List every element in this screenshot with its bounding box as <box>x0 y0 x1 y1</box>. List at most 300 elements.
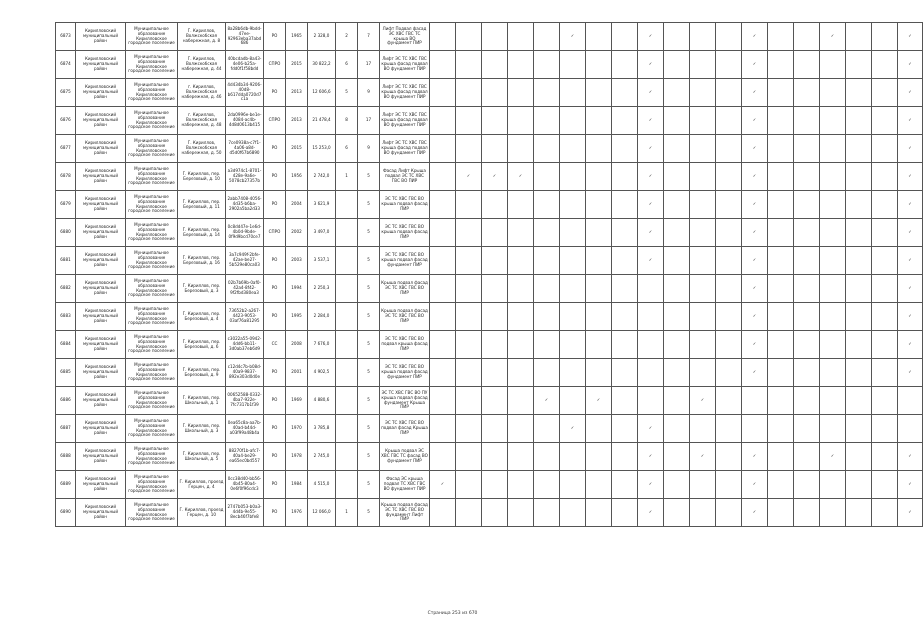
work-mark-cell <box>846 359 872 387</box>
municipality-cell: Муниципальное образование Кирилловское городское поселение <box>126 359 178 387</box>
work-mark-cell <box>430 163 456 191</box>
lifts-cell <box>336 275 358 303</box>
fias-code-cell: 7ce0938a-c7f1-4a06-a8d-d5d0f67b6890 <box>226 135 264 163</box>
area-cell: 2 328,0 <box>308 23 336 51</box>
fund-form-cell: РО <box>264 303 286 331</box>
floors-cell: 5 <box>358 275 380 303</box>
year-cell: 2008 <box>286 331 308 359</box>
work-mark-cell <box>482 471 508 499</box>
work-mark-cell <box>846 51 872 79</box>
municipality-cell: Муниципальное образование Кирилловское городское поселение <box>126 415 178 443</box>
address-cell: Г. Кириллов, пер. Березовый, д. 6 <box>178 331 226 359</box>
fias-code-cell: 3a7c949f-2bfe-42ae-be27-5b529e80ca03 <box>226 247 264 275</box>
table-row <box>56 415 923 443</box>
area-cell: 15 253,0 <box>308 135 336 163</box>
work-mark-cell <box>794 443 820 471</box>
work-mark-cell <box>716 443 742 471</box>
work-mark-cell <box>430 51 456 79</box>
address-cell: Г. Кириллов, Волжскобская набережная, д. 50 <box>178 135 226 163</box>
works-list-cell: Лифт ЭС ТС ХВС ГВС крыша фасад подвал ВО фундамент ПИР <box>380 51 430 79</box>
year-cell: 2015 <box>286 135 308 163</box>
row-number: 6875 <box>56 79 76 107</box>
work-mark-cell <box>664 191 690 219</box>
work-mark-cell <box>534 23 560 51</box>
floors-cell: 5 <box>358 471 380 499</box>
floors-cell: 17 <box>358 51 380 79</box>
work-mark-cell <box>430 107 456 135</box>
work-mark-cell: ✓ <box>638 191 664 219</box>
work-mark-cell <box>846 135 872 163</box>
work-mark-cell <box>612 499 638 527</box>
fund-form-cell: РО <box>264 163 286 191</box>
work-mark-cell <box>872 23 898 51</box>
table-row <box>56 303 923 331</box>
work-mark-cell <box>664 275 690 303</box>
work-mark-cell <box>586 107 612 135</box>
work-mark-cell <box>716 163 742 191</box>
work-mark-cell <box>456 23 482 51</box>
lifts-cell <box>336 443 358 471</box>
work-mark-cell <box>664 51 690 79</box>
work-mark-cell: ✓ <box>742 191 768 219</box>
work-mark-cell <box>794 79 820 107</box>
row-number: 6885 <box>56 359 76 387</box>
table-row <box>56 191 923 219</box>
table-row <box>56 387 923 415</box>
works-list-cell: Лифт ЭС ТС ХВС ГВС крыша фасад подвал ВО фундамент ПИР <box>380 135 430 163</box>
work-mark-cell <box>690 275 716 303</box>
floors-cell: 5 <box>358 191 380 219</box>
work-mark-cell <box>612 135 638 163</box>
year-cell: 1978 <box>286 443 308 471</box>
work-mark-cell <box>664 303 690 331</box>
work-mark-cell <box>534 331 560 359</box>
work-mark-cell <box>794 191 820 219</box>
work-mark-cell <box>560 247 586 275</box>
work-mark-cell <box>430 331 456 359</box>
area-cell: 3 497,0 <box>308 219 336 247</box>
work-mark-cell <box>586 135 612 163</box>
work-mark-cell <box>820 247 846 275</box>
work-mark-cell <box>508 331 534 359</box>
work-mark-cell <box>560 331 586 359</box>
work-mark-cell <box>586 303 612 331</box>
work-mark-cell <box>794 499 820 527</box>
work-mark-cell <box>768 331 794 359</box>
district-cell: Кирилловский муниципальный район <box>76 387 126 415</box>
work-mark-cell <box>560 303 586 331</box>
work-mark-cell <box>508 499 534 527</box>
work-mark-cell <box>508 387 534 415</box>
district-cell: Кирилловский муниципальный район <box>76 415 126 443</box>
work-mark-cell <box>456 331 482 359</box>
work-mark-cell <box>612 443 638 471</box>
lifts-cell <box>336 387 358 415</box>
work-mark-cell <box>872 219 898 247</box>
work-mark-cell: ✓ <box>638 135 664 163</box>
work-mark-cell <box>716 359 742 387</box>
work-mark-cell <box>508 415 534 443</box>
works-list-cell: ЭС ТС ХВС ГВС ВО крыша подвал фасад фундамент ПИР <box>380 247 430 275</box>
work-mark-cell <box>482 499 508 527</box>
year-cell: 1976 <box>286 499 308 527</box>
work-mark-cell <box>794 135 820 163</box>
district-cell: Кирилловский муниципальный район <box>76 499 126 527</box>
work-mark-cell: ✓ <box>898 191 923 219</box>
work-mark-cell <box>560 387 586 415</box>
work-mark-cell <box>794 387 820 415</box>
work-mark-cell <box>846 79 872 107</box>
work-mark-cell: ✓ <box>742 107 768 135</box>
fias-code-cell: 2747b053-b0a3-4d4b-9e55-8ecb46f7bfe8 <box>226 499 264 527</box>
fund-form-cell: РО <box>264 79 286 107</box>
municipality-cell: Муниципальное образование Кирилловское городское поселение <box>126 499 178 527</box>
lifts-cell: 5 <box>336 79 358 107</box>
work-mark-cell <box>508 191 534 219</box>
work-mark-cell <box>716 135 742 163</box>
work-mark-cell <box>456 443 482 471</box>
work-mark-cell <box>716 219 742 247</box>
district-cell: Кирилловский муниципальный район <box>76 107 126 135</box>
municipality-cell: Муниципальное образование Кирилловское городское поселение <box>126 51 178 79</box>
work-mark-cell <box>534 191 560 219</box>
row-number: 6890 <box>56 499 76 527</box>
year-cell: 1965 <box>286 23 308 51</box>
work-mark-cell <box>898 415 923 443</box>
work-mark-cell <box>768 247 794 275</box>
work-mark-cell <box>638 303 664 331</box>
floors-cell: 5 <box>358 163 380 191</box>
fund-form-cell: РО <box>264 415 286 443</box>
work-mark-cell <box>534 107 560 135</box>
work-mark-cell <box>716 499 742 527</box>
work-mark-cell <box>690 23 716 51</box>
work-mark-cell <box>560 275 586 303</box>
work-mark-cell <box>716 275 742 303</box>
work-mark-cell: ✓ <box>742 443 768 471</box>
floors-cell: 5 <box>358 443 380 471</box>
work-mark-cell <box>872 51 898 79</box>
row-number: 6873 <box>56 23 76 51</box>
work-mark-cell <box>612 415 638 443</box>
work-mark-cell <box>430 359 456 387</box>
row-number: 6878 <box>56 163 76 191</box>
work-mark-cell <box>794 471 820 499</box>
area-cell: 3 785,8 <box>308 415 336 443</box>
work-mark-cell <box>872 163 898 191</box>
area-cell: 4 880,6 <box>308 387 336 415</box>
works-list-cell: Лифт Подвал фасад ЭС ХВС ГВС ТС крыша ВО фундамент ПИР <box>380 23 430 51</box>
work-mark-cell <box>716 331 742 359</box>
address-cell: Г. Кириллов, проезд Герцен, д. 10 <box>178 499 226 527</box>
work-mark-cell <box>872 331 898 359</box>
row-number: 6884 <box>56 331 76 359</box>
work-mark-cell <box>664 107 690 135</box>
work-mark-cell <box>456 191 482 219</box>
lifts-cell <box>336 331 358 359</box>
work-mark-cell <box>690 79 716 107</box>
work-mark-cell <box>846 219 872 247</box>
work-mark-cell <box>794 51 820 79</box>
area-cell: 30 822,2 <box>308 51 336 79</box>
fias-code-cell: 2da0996e-be1e-4084-ac4b-4d8d0613b415 <box>226 107 264 135</box>
work-mark-cell <box>534 443 560 471</box>
fias-code-cell: 8a28b6db-9bdd-47ee-92963eba37abd686 <box>226 23 264 51</box>
row-number: 6879 <box>56 191 76 219</box>
work-mark-cell <box>664 79 690 107</box>
fias-code-cell: 0cc38d40-bb56-4b45-80a4-0e6f0f96cdc3 <box>226 471 264 499</box>
work-mark-cell <box>508 23 534 51</box>
work-mark-cell <box>430 443 456 471</box>
work-mark-cell <box>430 135 456 163</box>
work-mark-cell <box>586 51 612 79</box>
work-mark-cell <box>638 387 664 415</box>
work-mark-cell <box>872 471 898 499</box>
floors-cell: 5 <box>358 219 380 247</box>
fund-form-cell: РО <box>264 387 286 415</box>
works-list-cell: Лифт ЭС ТС ХВС ГВС крыша фасад подвал ВО фундамент ПИР <box>380 79 430 107</box>
municipality-cell: Муниципальное образование Кирилловское городское поселение <box>126 443 178 471</box>
work-mark-cell <box>456 303 482 331</box>
work-mark-cell: ✓ <box>820 23 846 51</box>
work-mark-cell <box>690 331 716 359</box>
page-number: Страница 253 из 670 <box>427 611 478 616</box>
work-mark-cell <box>820 51 846 79</box>
table-row <box>56 51 923 79</box>
work-mark-cell <box>586 471 612 499</box>
works-list-cell: ЭС ТС ХВС ГВС ВО ПУ крыша подвал фасад фундамент Крыша ПИР <box>380 387 430 415</box>
work-mark-cell <box>846 191 872 219</box>
work-mark-cell <box>690 471 716 499</box>
district-cell: Кирилловский муниципальный район <box>76 443 126 471</box>
work-mark-cell: ✓ <box>638 79 664 107</box>
work-mark-cell <box>664 415 690 443</box>
work-mark-cell <box>586 359 612 387</box>
work-mark-cell <box>560 359 586 387</box>
area-cell: 4 902,5 <box>308 359 336 387</box>
work-mark-cell <box>716 23 742 51</box>
municipality-cell: Муниципальное образование Кирилловское городское поселение <box>126 163 178 191</box>
work-mark-cell <box>768 471 794 499</box>
year-cell: 1984 <box>286 471 308 499</box>
work-mark-cell <box>560 443 586 471</box>
work-mark-cell <box>794 247 820 275</box>
row-number: 6874 <box>56 51 76 79</box>
district-cell: Кирилловский муниципальный район <box>76 331 126 359</box>
work-mark-cell <box>820 275 846 303</box>
work-mark-cell <box>820 107 846 135</box>
work-mark-cell: ✓ <box>898 79 923 107</box>
work-mark-cell <box>456 79 482 107</box>
floors-cell: 7 <box>358 23 380 51</box>
work-mark-cell <box>690 163 716 191</box>
work-mark-cell <box>456 107 482 135</box>
district-cell: Кирилловский муниципальный район <box>76 303 126 331</box>
lifts-cell <box>336 247 358 275</box>
works-list-cell: Фасад Лифт Крыша подвал ЭС ТС ХВС ГВС ВО ПИР <box>380 163 430 191</box>
work-mark-cell <box>716 51 742 79</box>
work-mark-cell: ✓ <box>638 51 664 79</box>
work-mark-cell <box>768 191 794 219</box>
lifts-cell <box>336 191 358 219</box>
fias-code-cell: 00652588-0332-4ba7-922e-7fc7317b1f39 <box>226 387 264 415</box>
work-mark-cell <box>716 107 742 135</box>
works-list-cell: Крыша подвал фасад ЭС ТС ХВС ГВС ВО ПИР <box>380 275 430 303</box>
work-mark-cell <box>612 23 638 51</box>
district-cell: Кирилловский муниципальный район <box>76 471 126 499</box>
row-number: 6880 <box>56 219 76 247</box>
work-mark-cell <box>794 415 820 443</box>
work-mark-cell <box>820 499 846 527</box>
work-mark-cell <box>482 387 508 415</box>
work-mark-cell <box>898 387 923 415</box>
work-mark-cell: ✓ <box>742 163 768 191</box>
work-mark-cell: ✓ <box>898 163 923 191</box>
work-mark-cell: ✓ <box>742 135 768 163</box>
table-row <box>56 471 923 499</box>
fund-form-cell: РО <box>264 359 286 387</box>
work-mark-cell <box>534 247 560 275</box>
work-mark-cell <box>742 415 768 443</box>
work-mark-cell <box>430 247 456 275</box>
work-mark-cell <box>872 499 898 527</box>
work-mark-cell <box>456 359 482 387</box>
fias-code-cell: 73652b2-a267-4423-9053-03af76a81295 <box>226 303 264 331</box>
work-mark-cell <box>846 331 872 359</box>
floors-cell: 5 <box>358 303 380 331</box>
year-cell: 1969 <box>286 387 308 415</box>
lifts-cell: 8 <box>336 107 358 135</box>
work-mark-cell <box>820 163 846 191</box>
work-mark-cell <box>612 51 638 79</box>
area-cell: 2 745,0 <box>308 443 336 471</box>
work-mark-cell <box>430 499 456 527</box>
work-mark-cell <box>560 471 586 499</box>
work-mark-cell <box>586 499 612 527</box>
work-mark-cell <box>690 359 716 387</box>
work-mark-cell: ✓ <box>742 51 768 79</box>
works-list-cell: Крыша подвал фасад ЭС ТС ХВС ГВС ВО ПИР <box>380 303 430 331</box>
year-cell: 2002 <box>286 219 308 247</box>
work-mark-cell: ✓ <box>820 443 846 471</box>
table-row <box>56 23 923 51</box>
work-mark-cell <box>716 79 742 107</box>
work-mark-cell: ✓ <box>690 443 716 471</box>
work-mark-cell <box>560 79 586 107</box>
works-list-cell: ЭС ТС ХВС ГВС ВО крыша подвал фасад ПИР <box>380 191 430 219</box>
work-mark-cell <box>664 163 690 191</box>
row-number: 6876 <box>56 107 76 135</box>
fund-form-cell: СПРО <box>264 219 286 247</box>
work-mark-cell <box>586 275 612 303</box>
work-mark-cell: ✓ <box>898 499 923 527</box>
work-mark-cell <box>768 135 794 163</box>
work-mark-cell <box>742 387 768 415</box>
work-mark-cell <box>768 23 794 51</box>
area-cell: 2 742,0 <box>308 163 336 191</box>
work-mark-cell <box>768 107 794 135</box>
work-mark-cell <box>794 107 820 135</box>
work-mark-cell: ✓ <box>742 247 768 275</box>
work-mark-cell <box>820 387 846 415</box>
work-mark-cell <box>716 415 742 443</box>
work-mark-cell <box>820 359 846 387</box>
works-list-cell: ЭС ТС ХВС ГВС ВО подвал крыша фасад ПИР <box>380 331 430 359</box>
work-mark-cell <box>768 359 794 387</box>
lifts-cell <box>336 471 358 499</box>
fias-code-cell: 02b7b69b-0af0-42a4-8f42-9f2fbd380ea3 <box>226 275 264 303</box>
municipality-cell: Муниципальное образование Кирилловское городское поселение <box>126 387 178 415</box>
work-mark-cell <box>482 443 508 471</box>
area-cell: 2 250,3 <box>308 275 336 303</box>
work-mark-cell <box>768 163 794 191</box>
year-cell: 2001 <box>286 359 308 387</box>
work-mark-cell <box>456 471 482 499</box>
work-mark-cell: ✓ <box>742 219 768 247</box>
work-mark-cell: ✓ <box>638 499 664 527</box>
municipality-cell: Муниципальное образование Кирилловское городское поселение <box>126 303 178 331</box>
work-mark-cell <box>872 107 898 135</box>
work-mark-cell <box>664 135 690 163</box>
row-number: 6887 <box>56 415 76 443</box>
work-mark-cell <box>768 443 794 471</box>
work-mark-cell <box>586 79 612 107</box>
work-mark-cell <box>716 247 742 275</box>
area-cell: 21 478,4 <box>308 107 336 135</box>
register-sheet <box>55 22 912 527</box>
work-mark-cell <box>586 163 612 191</box>
work-mark-cell <box>534 51 560 79</box>
work-mark-cell <box>482 219 508 247</box>
work-mark-cell: ✓ <box>742 303 768 331</box>
work-mark-cell <box>872 79 898 107</box>
year-cell: 2013 <box>286 107 308 135</box>
works-list-cell: Фасад ЭС крыша подвал ТС ХВС ГВС ВО фундамент ПИР <box>380 471 430 499</box>
work-mark-cell: ✓ <box>742 275 768 303</box>
work-mark-cell <box>508 247 534 275</box>
work-mark-cell: ✓ <box>898 219 923 247</box>
work-mark-cell <box>638 331 664 359</box>
work-mark-cell <box>482 359 508 387</box>
works-list-cell: ЭС ТС ХВС ГВС ВО крыша подвал фасад ПИР <box>380 219 430 247</box>
work-mark-cell: ✓ <box>690 387 716 415</box>
address-cell: Г. Кириллов, пер. Березовый, д. 10 <box>178 163 226 191</box>
work-mark-cell: ✓ <box>898 303 923 331</box>
work-mark-cell <box>664 219 690 247</box>
work-mark-cell <box>846 275 872 303</box>
district-cell: Кирилловский муниципальный район <box>76 219 126 247</box>
area-cell: 7 676,0 <box>308 331 336 359</box>
work-mark-cell <box>820 219 846 247</box>
work-mark-cell: ✓ <box>898 247 923 275</box>
address-cell: Г. Кириллов, пер. Березовый, д. 16 <box>178 247 226 275</box>
work-mark-cell <box>508 219 534 247</box>
work-mark-cell <box>560 51 586 79</box>
work-mark-cell <box>612 303 638 331</box>
year-cell: 1970 <box>286 415 308 443</box>
fias-code-cell: 2abb7408-4056-4d35-b6ba-2902a5ba2d33 <box>226 191 264 219</box>
work-mark-cell <box>794 163 820 191</box>
address-cell: Г. Кириллов, пер. Березовый, д. 3 <box>178 275 226 303</box>
work-mark-cell <box>586 443 612 471</box>
work-mark-cell <box>872 359 898 387</box>
work-mark-cell <box>508 303 534 331</box>
work-mark-cell <box>560 499 586 527</box>
work-mark-cell <box>612 107 638 135</box>
work-mark-cell <box>508 135 534 163</box>
work-mark-cell: ✓ <box>742 23 768 51</box>
work-mark-cell <box>768 79 794 107</box>
